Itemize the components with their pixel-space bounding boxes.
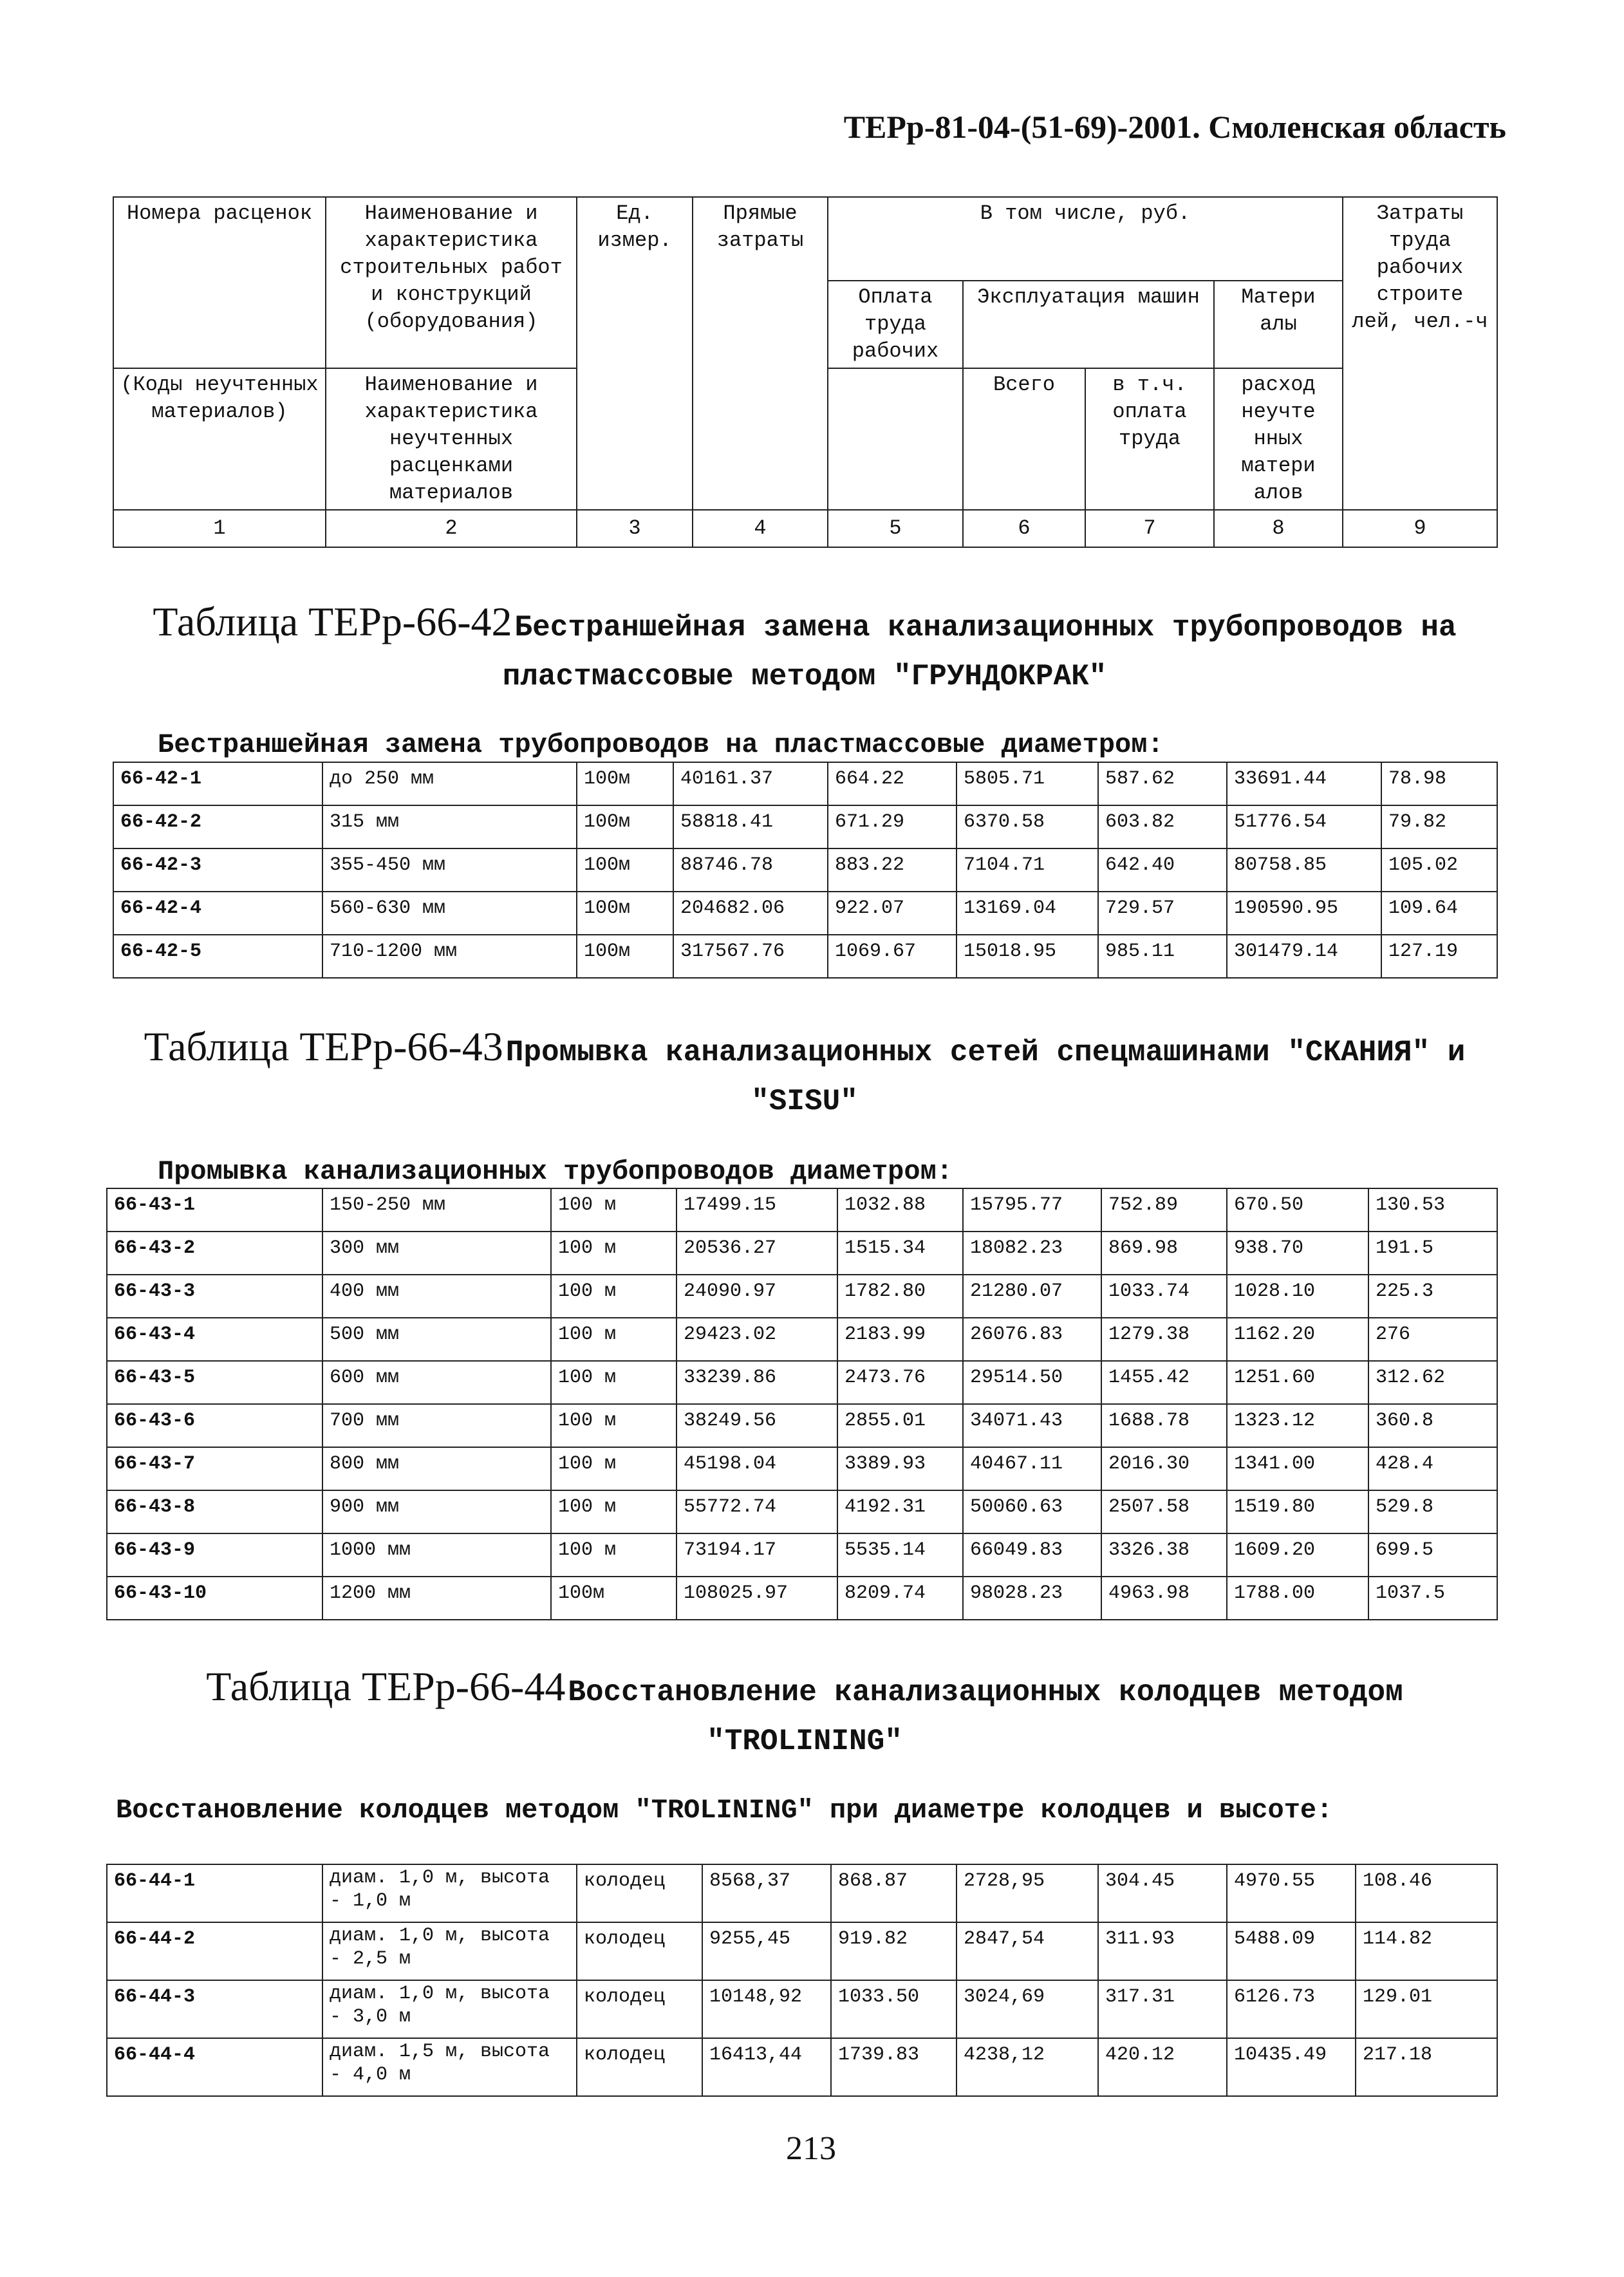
table-cell: 100м [551,1577,677,1620]
table-cell: 190590.95 [1227,892,1381,935]
header-col-number: 1 [113,510,326,547]
table-cell: 225.3 [1368,1275,1497,1318]
table-cell: диам. 1,0 м, высота - 2,5 м [322,1922,577,1980]
table-row [113,762,1497,805]
table-cell: 7104.71 [957,848,1098,892]
table-cell: 9255,45 [702,1922,831,1980]
header-spacer-cell [828,368,963,510]
table-cell: 900 мм [322,1490,551,1533]
table-cell: 2855.01 [837,1404,963,1447]
table-cell: 919.82 [831,1922,957,1980]
table-cell: 5488.09 [1227,1922,1356,1980]
table-cell: 315 мм [322,805,577,848]
table-43-subtitle: Промывка канализационных трубопроводов диаметром: [158,1156,953,1187]
table-cell: 2507.58 [1101,1490,1227,1533]
header-unaccounted-materials: расход неучте нных матери алов [1214,368,1343,510]
table-cell: 752.89 [1101,1188,1227,1232]
table-cell: 15795.77 [963,1188,1101,1232]
table-cell: 671.29 [828,805,957,848]
page-header: ТЕРр-81-04-(51-69)-2001. Смоленская область [843,109,1506,145]
table-cell: 100 м [551,1188,677,1232]
table-cell: 100 м [551,1533,677,1577]
table-cell: 34071.43 [963,1404,1101,1447]
table-cell: 51776.54 [1227,805,1381,848]
table-cell: 1032.88 [837,1188,963,1232]
table-cell: 191.5 [1368,1232,1497,1275]
table-cell: 50060.63 [963,1490,1101,1533]
table-cell: 80758.85 [1227,848,1381,892]
header-including-group: В том числе, руб. [828,197,1343,281]
table-cell: 45198.04 [677,1447,837,1490]
table-cell: 1037.5 [1368,1577,1497,1620]
table-44-caption: Восстановление канализационных колодцев методом "TROLINING" [568,1676,1403,1758]
table-cell: 1279.38 [1101,1318,1227,1361]
table-cell: 100м [577,848,673,892]
header-col-number: 5 [828,510,963,547]
table-cell: 700 мм [322,1404,551,1447]
table-cell: 2016.30 [1101,1447,1227,1490]
table-cell: 55772.74 [677,1490,837,1533]
table-cell: 600 мм [322,1361,551,1404]
table-cell: 15018.95 [957,935,1098,978]
table-cell: 58818.41 [673,805,828,848]
table-cell: 420.12 [1098,2038,1227,2096]
table-cell: 311.93 [1098,1922,1227,1980]
table-cell: 73194.17 [677,1533,837,1577]
table-cell: 150-250 мм [322,1188,551,1232]
table-cell: 105.02 [1381,848,1497,892]
header-materials: Матери алы [1214,281,1343,368]
table-row [113,805,1497,848]
table-cell: 29423.02 [677,1318,837,1361]
rate-code-cell: 66-43-7 [107,1447,322,1490]
table-cell: 38249.56 [677,1404,837,1447]
table-cell: 729.57 [1098,892,1227,935]
header-unit: Ед. измер. [577,197,693,510]
table-cell: 5805.71 [957,762,1098,805]
table-43-number: Таблица ТЕРр-66-43 [144,1024,503,1069]
rate-code-cell: 66-43-4 [107,1318,322,1361]
header-col-number: 8 [1214,510,1343,547]
rate-code-cell: 66-42-2 [113,805,322,848]
table-cell: 301479.14 [1227,935,1381,978]
table-cell: 699.5 [1368,1533,1497,1577]
table-cell: 24090.97 [677,1275,837,1318]
table-cell: 883.22 [828,848,957,892]
table-row [107,1980,1497,2038]
table-43-caption: Промывка канализационных сетей спецмашинами "СКАНИЯ" и "SISU" [505,1036,1466,1118]
table-row [107,1232,1497,1275]
header-direct-costs: Прямые затраты [693,197,828,510]
table-cell: 100 м [551,1318,677,1361]
rate-code-cell: 66-43-9 [107,1533,322,1577]
table-cell: 3389.93 [837,1447,963,1490]
table-cell: 88746.78 [673,848,828,892]
table-cell: 29514.50 [963,1361,1101,1404]
table-row [107,1577,1497,1620]
table-row [107,1318,1497,1361]
table-cell: 33239.86 [677,1361,837,1404]
rate-code-cell: 66-44-2 [107,1922,322,1980]
table-cell: 1000 мм [322,1533,551,1577]
table-cell: 98028.23 [963,1577,1101,1620]
table-cell: 360.8 [1368,1404,1497,1447]
page-number: 213 [786,2130,836,2167]
header-machine-total: Всего [963,368,1085,510]
table-cell: 6370.58 [957,805,1098,848]
table-cell: 78.98 [1381,762,1497,805]
table-cell: 108.46 [1356,1864,1497,1922]
table-cell: диам. 1,5 м, высота - 4,0 м [322,2038,577,2096]
table-cell: 1028.10 [1227,1275,1368,1318]
table-row [107,1188,1497,1232]
table-cell: 10435.49 [1227,2038,1356,2096]
table-row [107,2038,1497,2096]
header-col-number: 2 [326,510,577,547]
table-cell: 100 м [551,1361,677,1404]
rate-code-cell: 66-43-2 [107,1232,322,1275]
table-cell: 4192.31 [837,1490,963,1533]
table-cell: 1069.67 [828,935,957,978]
header-material-names: Наименование и характеристика неучтенных расценками материалов [326,368,577,510]
table-cell: 529.8 [1368,1490,1497,1533]
table-cell: 100м [577,805,673,848]
table-cell: 79.82 [1381,805,1497,848]
table-cell: 10148,92 [702,1980,831,2038]
table-cell: 217.18 [1356,2038,1497,2096]
table-42-number: Таблица ТЕРр-66-42 [153,599,512,644]
table-cell: колодец [577,1922,702,1980]
table-cell: 670.50 [1227,1188,1368,1232]
table-cell: 114.82 [1356,1922,1497,1980]
table-cell: 100 м [551,1447,677,1490]
table-cell: 108025.97 [677,1577,837,1620]
table-cell: 985.11 [1098,935,1227,978]
table-cell: 800 мм [322,1447,551,1490]
table-44 [106,1864,1498,2097]
table-cell: 100м [577,762,673,805]
table-cell: 710-1200 мм [322,935,577,978]
table-cell: 317567.76 [673,935,828,978]
table-cell: 100 м [551,1404,677,1447]
table-cell: 300 мм [322,1232,551,1275]
table-cell: 8568,37 [702,1864,831,1922]
table-cell: 17499.15 [677,1188,837,1232]
header-rate-number: Номера расценок [113,197,326,368]
table-cell: 40467.11 [963,1447,1101,1490]
header-machine-operation: Эксплуатация машин [963,281,1214,368]
table-cell: 1455.42 [1101,1361,1227,1404]
rate-code-cell: 66-42-4 [113,892,322,935]
table-row [107,1361,1497,1404]
table-cell: 204682.06 [673,892,828,935]
table-cell: 2183.99 [837,1318,963,1361]
table-cell: 1323.12 [1227,1404,1368,1447]
table-cell: 1609.20 [1227,1533,1368,1577]
table-cell: диам. 1,0 м, высота - 3,0 м [322,1980,577,2038]
rate-code-cell: 66-42-5 [113,935,322,978]
table-row [107,1275,1497,1318]
table-cell: 16413,44 [702,2038,831,2096]
table-cell: 6126.73 [1227,1980,1356,2038]
rate-code-cell: 66-43-1 [107,1188,322,1232]
table-cell: 664.22 [828,762,957,805]
table-cell: 127.19 [1381,935,1497,978]
header-col-number: 4 [693,510,828,547]
table-cell: 2847,54 [957,1922,1098,1980]
table-44-number: Таблица ТЕРр-66-44 [206,1663,566,1709]
table-cell: 130.53 [1368,1188,1497,1232]
table-42 [113,762,1498,979]
table-cell: 1033.50 [831,1980,957,2038]
table-42-caption: Бестраншейная замена канализационных трубопроводов на пластмассовые методом "ГРУНДОКРАК" [502,611,1457,693]
table-cell: 100 м [551,1275,677,1318]
table-cell: 21280.07 [963,1275,1101,1318]
table-cell: 1739.83 [831,2038,957,2096]
table-43-title [129,1025,1480,1129]
table-cell: 109.64 [1381,892,1497,935]
table-cell: 1200 мм [322,1577,551,1620]
table-44-subtitle: Восстановление колодцев методом "TROLINING" при диаметре колодцев и высоте: [116,1795,1333,1826]
table-cell: 603.82 [1098,805,1227,848]
table-row [107,1533,1497,1577]
header-col-number: 3 [577,510,693,547]
table-row [107,1404,1497,1447]
table-row [113,892,1497,935]
table-row [107,1922,1497,1980]
rate-code-cell: 66-42-3 [113,848,322,892]
table-cell: 587.62 [1098,762,1227,805]
rate-code-cell: 66-44-3 [107,1980,322,2038]
rate-code-cell: 66-42-1 [113,762,322,805]
table-row [107,1864,1497,1922]
table-cell: 500 мм [322,1318,551,1361]
table-cell: 312.62 [1368,1361,1497,1404]
table-row [107,1447,1497,1490]
table-cell: 1788.00 [1227,1577,1368,1620]
table-row [113,848,1497,892]
table-cell: колодец [577,1980,702,2038]
table-cell: 317.31 [1098,1980,1227,2038]
header-labor-hours: Затраты труда рабочих строите лей, чел.-ч [1343,197,1497,510]
header-material-codes: (Коды неучтенных материалов) [113,368,326,510]
table-cell: диам. 1,0 м, высота - 1,0 м [322,1864,577,1922]
table-cell: 5535.14 [837,1533,963,1577]
rate-code-cell: 66-44-1 [107,1864,322,1922]
table-cell: 1033.74 [1101,1275,1227,1318]
table-cell: 1341.00 [1227,1447,1368,1490]
table-cell: 428.4 [1368,1447,1497,1490]
table-cell: 642.40 [1098,848,1227,892]
rate-code-cell: 66-44-4 [107,2038,322,2096]
header-col-number: 9 [1343,510,1497,547]
table-cell: 922.07 [828,892,957,935]
table-cell: 938.70 [1227,1232,1368,1275]
table-cell: 3326.38 [1101,1533,1227,1577]
table-cell: 8209.74 [837,1577,963,1620]
table-cell: 304.45 [1098,1864,1227,1922]
table-row [113,935,1497,978]
table-cell: колодец [577,1864,702,1922]
header-worker-pay: Оплата труда рабочих [828,281,963,368]
table-cell: колодец [577,2038,702,2096]
table-cell: 129.01 [1356,1980,1497,2038]
header-col-number: 6 [963,510,1085,547]
table-cell: 868.87 [831,1864,957,1922]
table-cell: 20536.27 [677,1232,837,1275]
table-cell: 1515.34 [837,1232,963,1275]
header-col-number: 7 [1085,510,1214,547]
table-cell: 18082.23 [963,1232,1101,1275]
table-cell: 276 [1368,1318,1497,1361]
table-cell: до 250 мм [322,762,577,805]
rate-code-cell: 66-43-6 [107,1404,322,1447]
table-cell: 100м [577,935,673,978]
table-cell: 869.98 [1101,1232,1227,1275]
table-cell: 4970.55 [1227,1864,1356,1922]
table-cell: 26076.83 [963,1318,1101,1361]
table-cell: 355-450 мм [322,848,577,892]
rate-code-cell: 66-43-5 [107,1361,322,1404]
table-cell: 1251.60 [1227,1361,1368,1404]
table-cell: 100 м [551,1490,677,1533]
table-cell: 560-630 мм [322,892,577,935]
table-cell: 2473.76 [837,1361,963,1404]
table-cell: 100 м [551,1232,677,1275]
table-42-title [129,600,1480,704]
table-cell: 2728,95 [957,1864,1098,1922]
rate-code-cell: 66-43-10 [107,1577,322,1620]
table-cell: 1519.80 [1227,1490,1368,1533]
table-cell: 1688.78 [1101,1404,1227,1447]
table-cell: 4963.98 [1101,1577,1227,1620]
rate-code-cell: 66-43-3 [107,1275,322,1318]
table-cell: 400 мм [322,1275,551,1318]
table-cell: 4238,12 [957,2038,1098,2096]
header-work-name: Наименование и характеристика строительных работ и конструкций (оборудования) [326,197,577,368]
column-header-table [113,196,1498,548]
table-cell: 3024,69 [957,1980,1098,2038]
header-machine-pay: в т.ч. оплата труда [1085,368,1214,510]
rate-code-cell: 66-43-8 [107,1490,322,1533]
table-cell: 13169.04 [957,892,1098,935]
table-cell: 1162.20 [1227,1318,1368,1361]
table-cell: 1782.80 [837,1275,963,1318]
table-cell: 66049.83 [963,1533,1101,1577]
table-cell: 33691.44 [1227,762,1381,805]
table-cell: 40161.37 [673,762,828,805]
table-cell: 100м [577,892,673,935]
table-43 [106,1188,1498,1620]
table-42-subtitle: Бестраншейная замена трубопроводов на пластмассовые диаметром: [158,729,1164,760]
table-row [107,1490,1497,1533]
table-44-title [129,1665,1480,1768]
